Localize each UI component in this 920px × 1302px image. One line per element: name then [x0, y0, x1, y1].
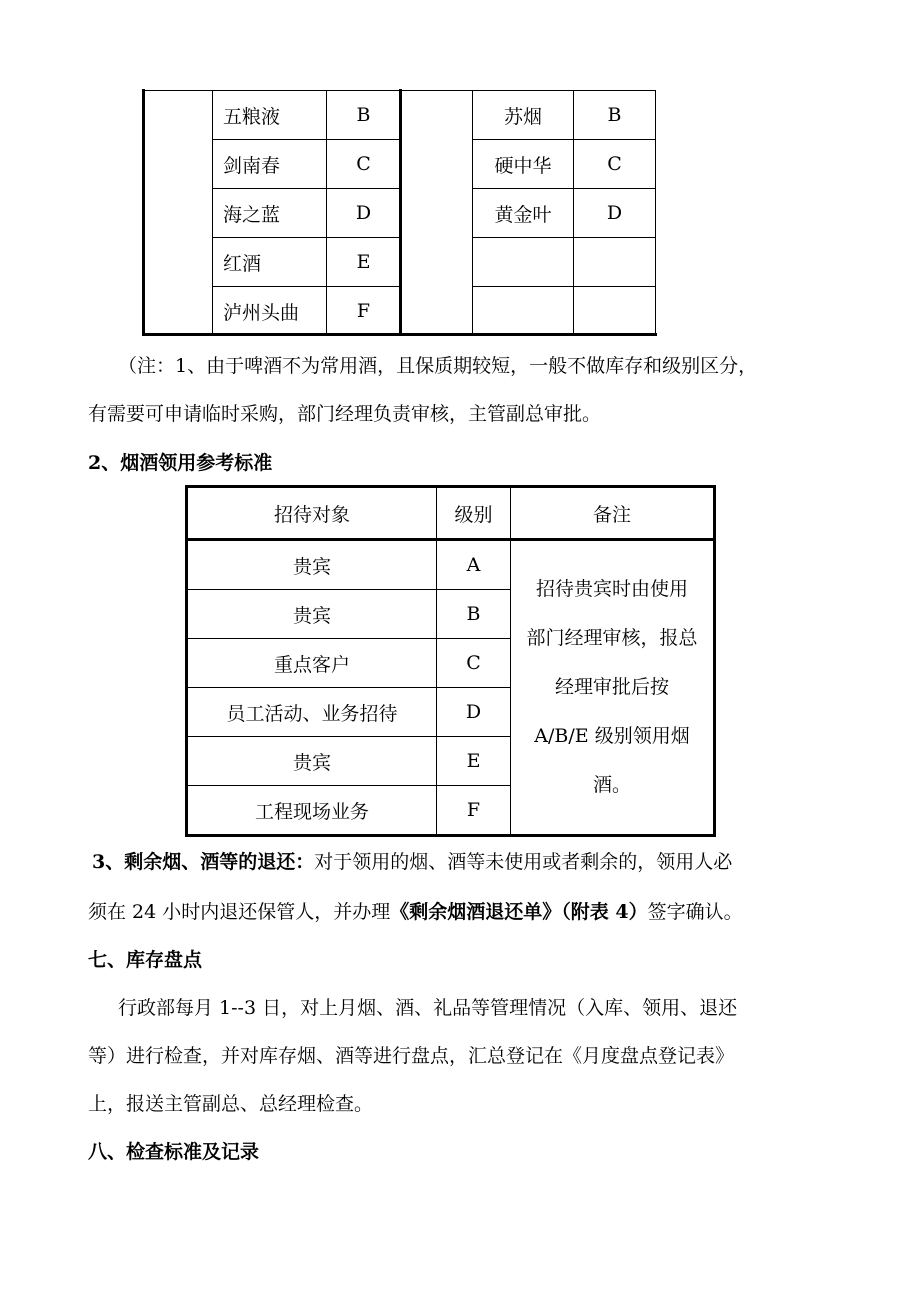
section-3-text: 须在 24 小时内退还保管人，并办理 — [88, 901, 391, 923]
tobacco-grade: D — [574, 189, 656, 238]
tobacco-grade: B — [574, 91, 656, 140]
remark-line: 部门经理审核，报总 — [526, 627, 698, 649]
reception-grade: A — [437, 540, 511, 590]
table-header-row — [187, 487, 715, 540]
section-3-line-2 — [88, 898, 743, 926]
section-3-heading: 3、剩余烟、酒等的退还： — [92, 851, 315, 873]
header-target: 招待对象 — [187, 487, 437, 540]
remark-line: A/B/E 级别领用烟 — [534, 725, 690, 747]
liquor-grade: B — [327, 91, 401, 140]
reception-target: 贵宾 — [187, 590, 437, 639]
reception-grade: E — [437, 737, 511, 786]
remark-cell — [511, 540, 715, 836]
reception-target: 员工活动、业务招待 — [187, 688, 437, 737]
liquor-grade: D — [327, 189, 401, 238]
blank-category-cell — [144, 91, 213, 336]
tobacco-grade — [574, 238, 656, 287]
section-7-line-3: 上，报送主管副总、总经理检查。 — [88, 1093, 374, 1115]
tobacco-name: 黄金叶 — [473, 189, 574, 238]
remark-line: 招待贵宾时由使用 — [535, 578, 688, 600]
note-line-1: （注：1、由于啤酒不为常用酒，且保质期较短，一般不做库存和级别区分， — [118, 355, 758, 377]
tobacco-name — [473, 287, 574, 336]
reception-grade: B — [437, 590, 511, 639]
remark-line: 经理审批后按 — [554, 676, 669, 698]
liquor-name: 五粮液 — [213, 91, 327, 140]
table-thick-divider — [399, 89, 402, 336]
section-7-line-1: 行政部每月 1--3 日，对上月烟、酒、礼品等管理情况（入库、领用、退还 — [118, 997, 738, 1019]
remark-line: 酒。 — [592, 774, 631, 796]
return-form-title: 《剩余烟酒退还单》（附表 4） — [390, 901, 648, 923]
tobacco-name — [473, 238, 574, 287]
section-3-line-1 — [92, 848, 732, 876]
section-2-heading: 2、烟酒领用参考标准 — [88, 452, 273, 474]
section-3-text: 签字确认。 — [647, 901, 743, 923]
liquor-name: 剑南春 — [213, 140, 327, 189]
reception-target: 重点客户 — [187, 639, 437, 688]
blank-category-cell — [401, 91, 473, 336]
tobacco-grade — [574, 287, 656, 336]
reference-standard-table — [185, 485, 716, 837]
reception-grade: D — [437, 688, 511, 737]
header-remark: 备注 — [511, 487, 715, 540]
tobacco-name: 苏烟 — [473, 91, 574, 140]
note-line-2: 有需要可申请临时采购，部门经理负责审核，主管副总审批。 — [88, 403, 602, 425]
liquor-grade: F — [327, 287, 401, 336]
reception-target: 贵宾 — [187, 540, 437, 590]
reception-grade: C — [437, 639, 511, 688]
table-row — [187, 540, 715, 590]
liquor-grade: E — [327, 238, 401, 287]
reception-target: 贵宾 — [187, 737, 437, 786]
liquor-name: 红酒 — [213, 238, 327, 287]
section-7-line-2: 等）进行检查，并对库存烟、酒等进行盘点，汇总登记在《月度盘点登记表》 — [88, 1045, 735, 1067]
section-8-heading: 八、检查标准及记录 — [88, 1141, 260, 1163]
reception-target: 工程现场业务 — [187, 786, 437, 836]
liquor-name: 海之蓝 — [213, 189, 327, 238]
liquor-grade: C — [327, 140, 401, 189]
section-7-heading: 七、库存盘点 — [88, 949, 203, 971]
header-grade: 级别 — [437, 487, 511, 540]
section-3-text: 对于领用的烟、酒等未使用或者剩余的，领用人必 — [314, 851, 733, 873]
liquor-name: 泸州头曲 — [213, 287, 327, 336]
tobacco-name: 硬中华 — [473, 140, 574, 189]
tobacco-grade: C — [574, 140, 656, 189]
reception-grade: F — [437, 786, 511, 836]
